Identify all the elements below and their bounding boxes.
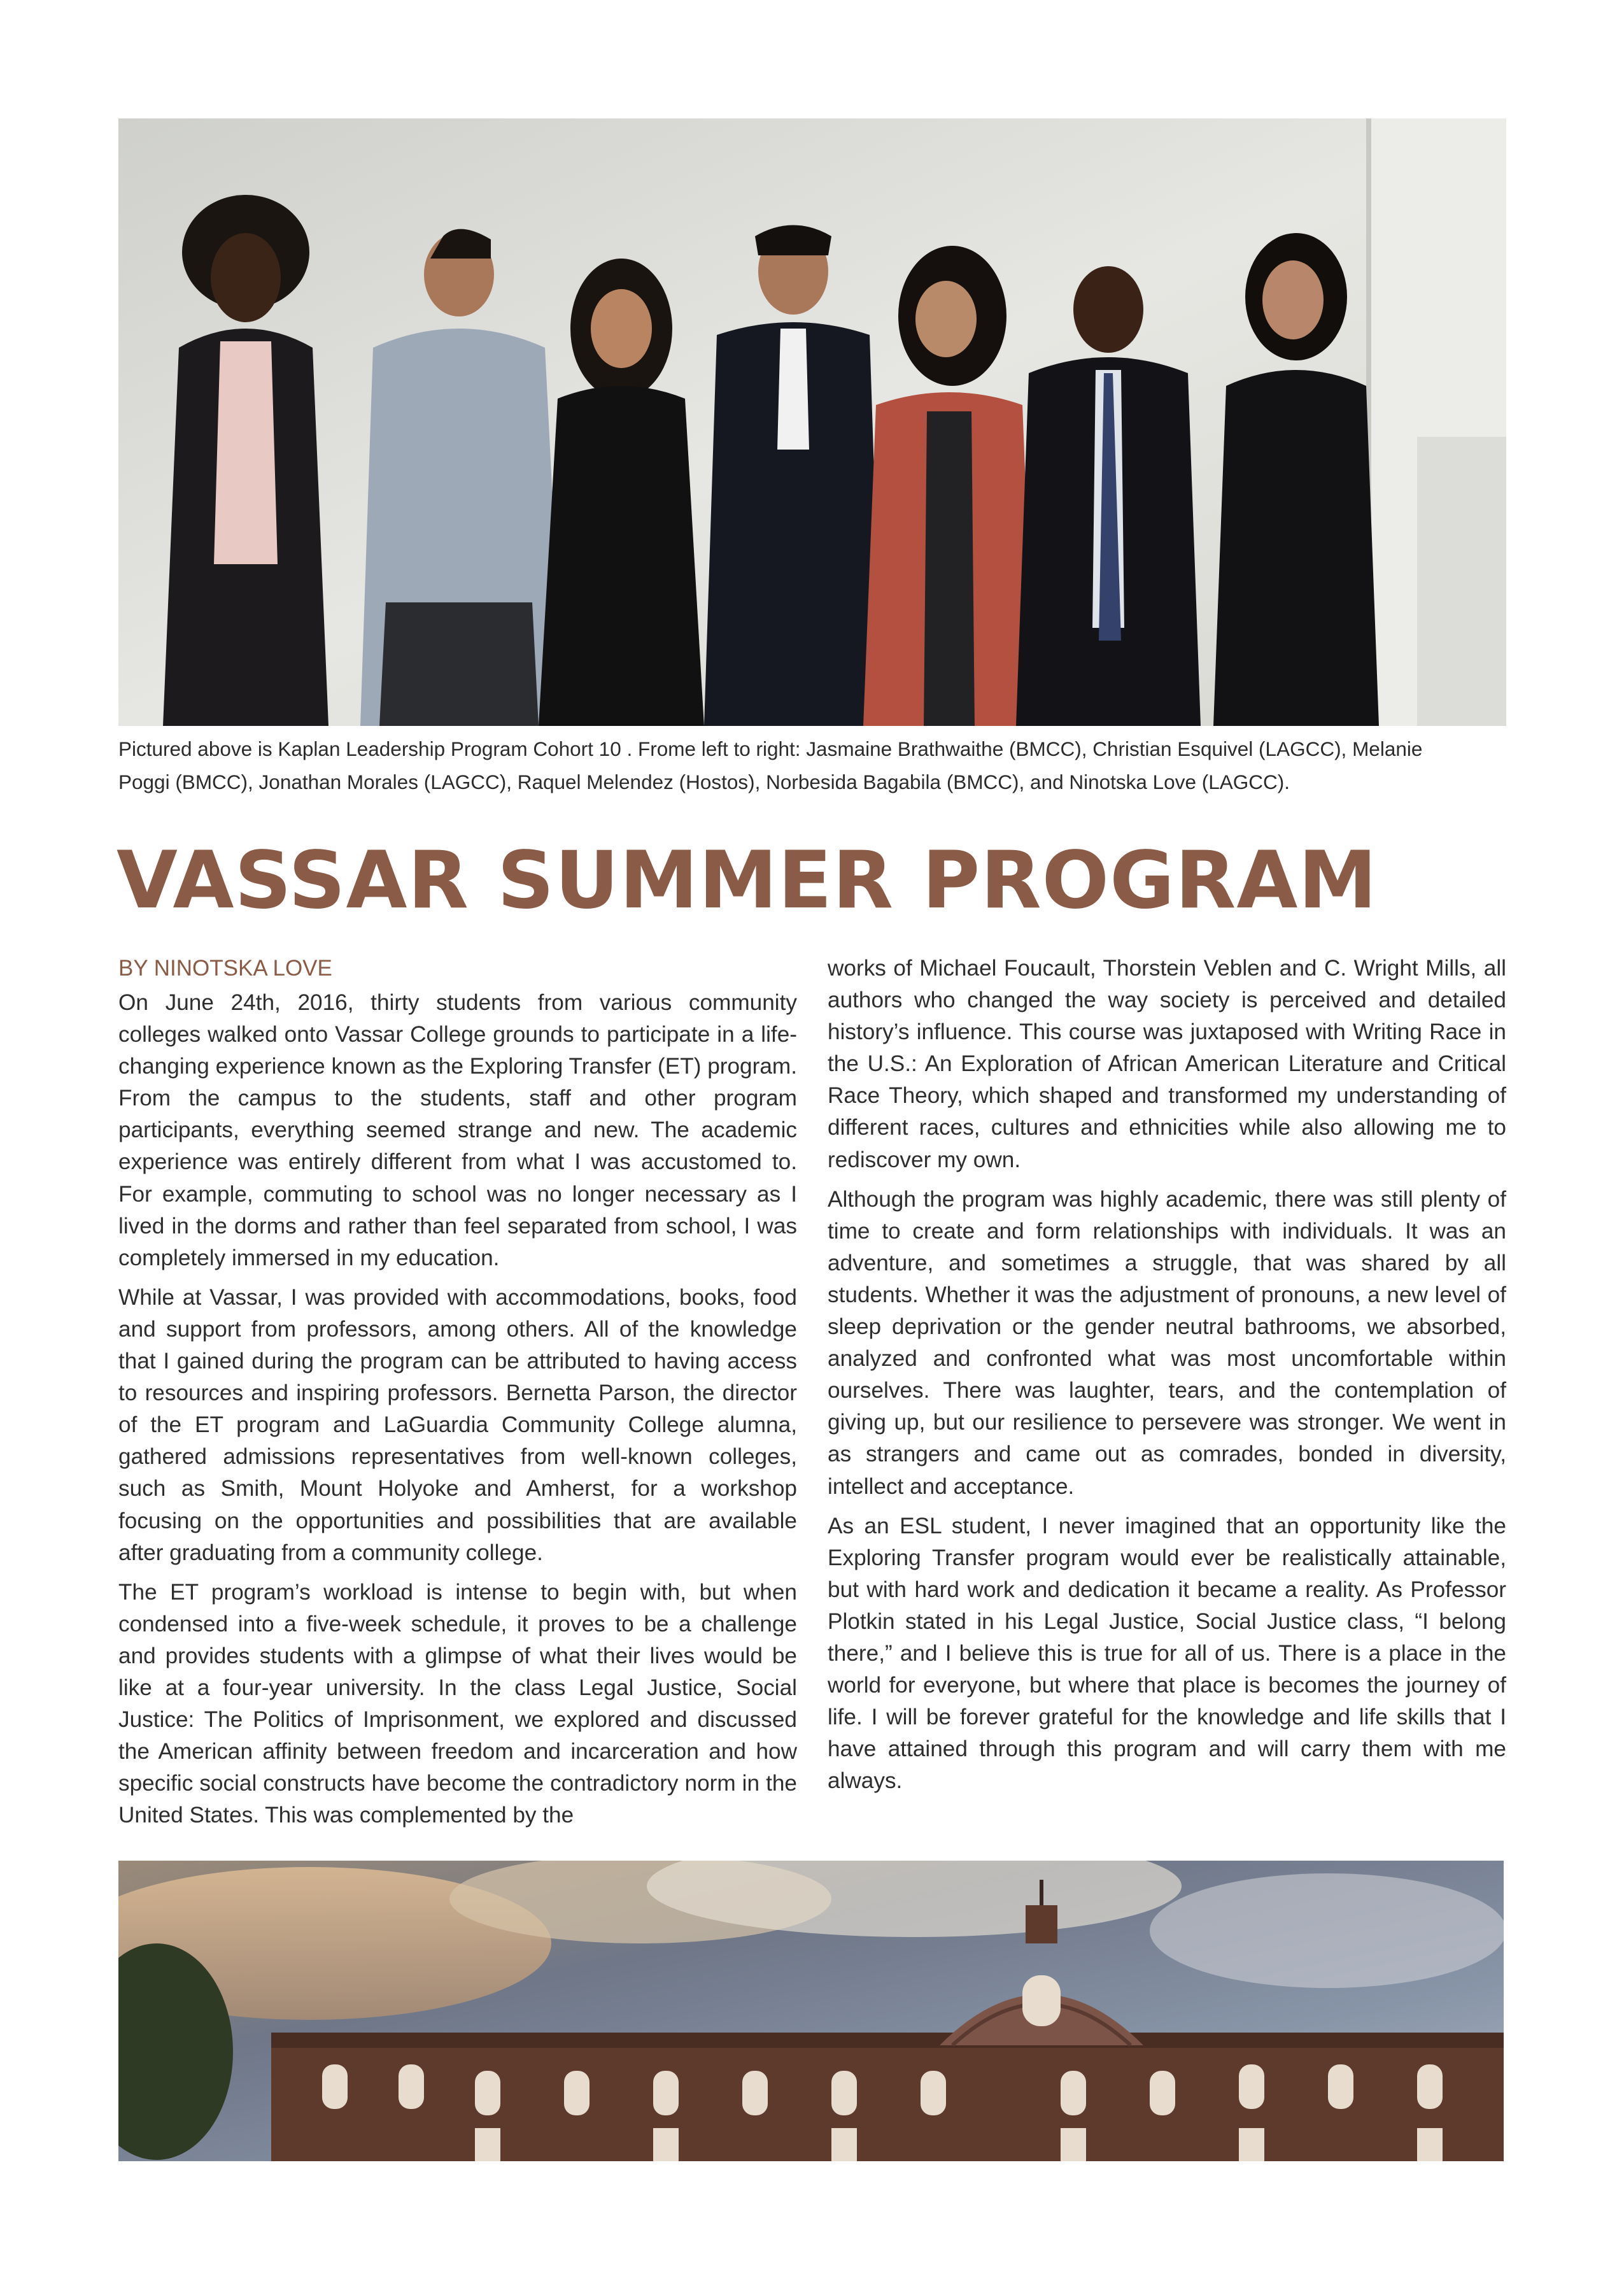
article-paragraph: Although the program was highly academic, there was still plenty of time to create and form relationships with individuals. It was an adventure, and sometimes a struggle, that was shared by all students. Whether it was the adjustment of pronouns, a new level of sleep deprivation or the gender neutral bathrooms, we absorbed, analyzed and confronted what was most uncomfortable within ourselves. There was laughter, tears, and the contemplation of giving up, but our resilience to persevere was stronger. We went in as strangers and came out as comrades, bonded in diversity, intellect and acceptance. [828, 1186, 1506, 1499]
article-title: VASSAR SUMMER PROGRAM [117, 835, 1378, 927]
caption-line-2: Poggi (BMCC), Jonathan Morales (LAGCC), Raquel Melendez (Hostos), Norbesida Bagabila (BMCC), and Ninotska Love (LAGCC). [118, 770, 1290, 793]
article-right-column [828, 953, 1506, 1805]
article-paragraph: On June 24th, 2016, thirty students from various community colleges walked onto Vassar College grounds to participate in a life-changing experience known as the Exploring Transfer (ET) program. From the campus to the students, staff and other program participants, everything seemed strange and new. The academic experience was entirely different from what I was accustomed to. For example, commuting to school was no longer necessary as I lived in the dorms and rather than feel separated from school, I was completely immersed in my education. [118, 990, 797, 1270]
person-1 [163, 195, 328, 726]
caption-line-1: Pictured above is Kaplan Leadership Program Cohort 10 . Frome left to right: Jasmaine Brathwaithe (BMCC), Christian Esquivel (LAGCC), Melanie [118, 737, 1423, 760]
photo-caption [118, 732, 1506, 799]
vassar-building-photo [118, 1861, 1504, 2161]
article-paragraph: While at Vassar, I was provided with accommodations, books, food and support from professors, among others. All of the knowledge that I gained during the program can be attributed to having access to resources and inspiring professors. Bernetta Parson, the director of the ET program and LaGuardia Community College alumna, gathered admissions representatives from well-known colleges, such as Smith, Mount Holyoke and Amherst, for a workshop focusing on the opportunities and possibilities that are available after graduating from a community college. [118, 1284, 797, 1565]
article-byline: BY NINOTSKA LOVE [118, 956, 332, 981]
article-left-column [118, 953, 797, 1839]
article-paragraph: As an ESL student, I never imagined that an opportunity like the Exploring Transfer program would ever be realistically attainable, but with hard work and dedication it became a reality. As Professor Plotkin stated in his Legal Justice, Social Justice class, “I belong there,” and I believe this is true for all of us. There is a place in the world for everyone, but where that place is becomes the journey of life. I will be forever grateful for the knowledge and life skills that I have attained through this program and will carry them with me always. [828, 1513, 1506, 1794]
article-paragraph: The ET program’s workload is intense to begin with, but when condensed into a five-week schedule, it proves to be a challenge and provides students with a glimpse of what their lives would be like at a four-year university. In the class Legal Justice, Social Justice: The Politics of Imprisonment, we explored and discussed the American affinity between freedom and incarceration and how specific social constructs have become the contradictory norm in the United States. This was complemented by the [118, 1579, 797, 1828]
cohort-group-photo [118, 118, 1506, 726]
article-paragraph: works of Michael Foucault, Thorstein Veblen and C. Wright Mills, all authors who changed the way society is perceived and detailed history’s influence. This course was juxtaposed with Writing Race in the U.S.: An Exploration of African American Literature and Critical Race Theory, which shaped and transformed my understanding of different races, cultures and ethnicities while also allowing me to rediscover my own. [828, 956, 1506, 1172]
